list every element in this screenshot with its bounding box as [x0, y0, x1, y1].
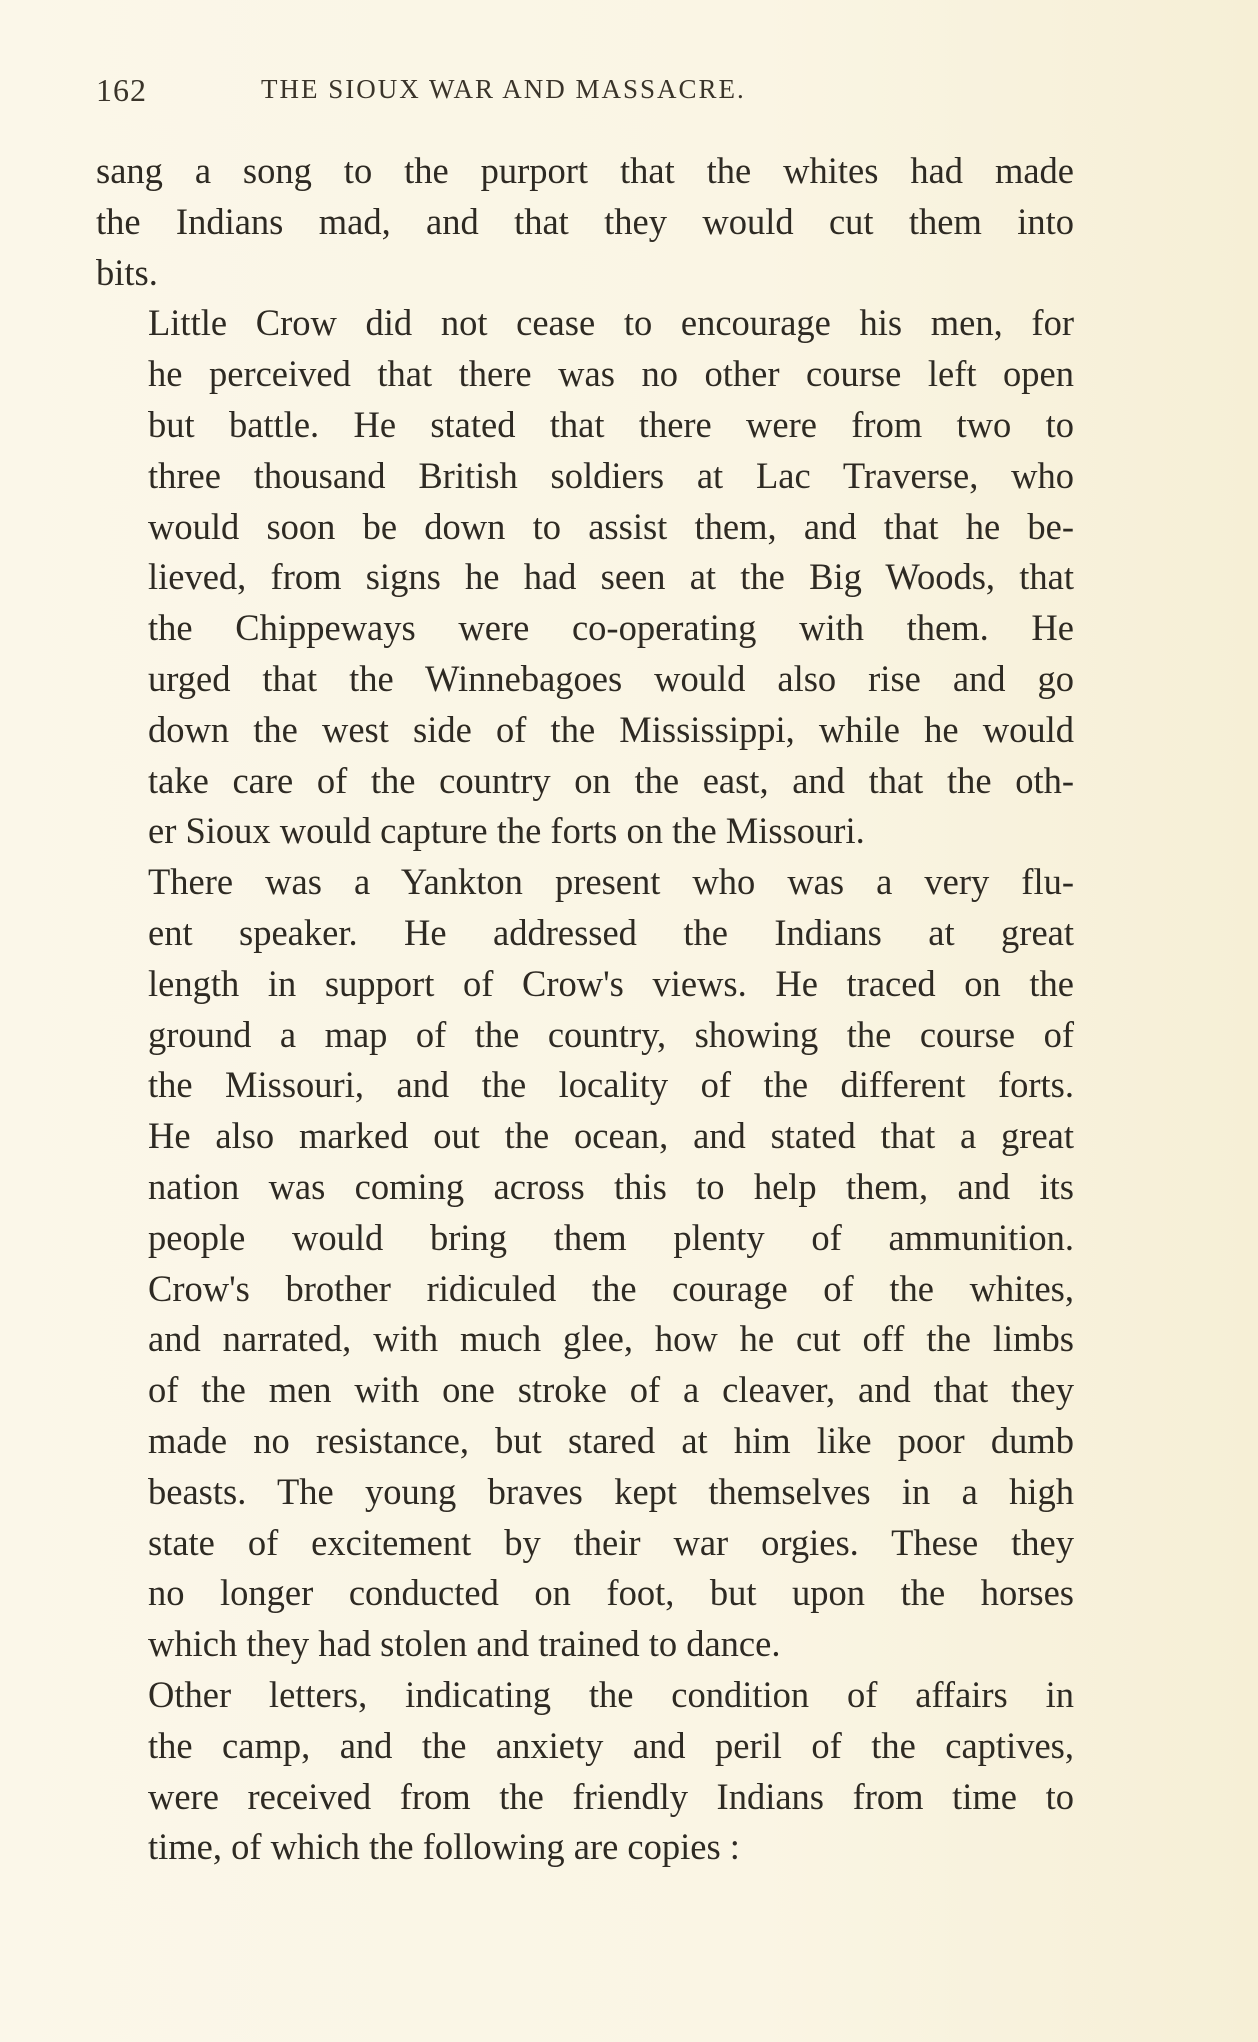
body-text: [96, 146, 1074, 1873]
text-line: the camp, and the anxiety and peril of the captives,: [148, 1724, 1074, 1766]
text-line: beasts. The young braves kept themselves in a high: [148, 1470, 1074, 1512]
text-line: down the west side of the Mississippi, while he would: [148, 708, 1074, 750]
text-line: nation was coming across this to help them, and its: [148, 1165, 1074, 1207]
text-line: Crow's brother ridiculed the courage of the whites,: [148, 1267, 1074, 1309]
text-line: people would bring them plenty of ammunition.: [148, 1216, 1074, 1258]
paragraph: [96, 857, 1074, 1670]
paragraph: [96, 298, 1074, 857]
paragraph: [96, 1670, 1074, 1873]
text-line: the Missouri, and the locality of the different forts.: [148, 1064, 1074, 1106]
text-line: he perceived that there was no other course left open: [148, 353, 1074, 395]
text-line: would soon be down to assist them, and that he be-: [148, 505, 1074, 547]
text-line: There was a Yankton present who was a very flu-: [148, 861, 1074, 903]
text-line: He also marked out the ocean, and stated that a great: [148, 1115, 1074, 1157]
text-line: sang a song to the purport that the whites had made: [96, 150, 1074, 191]
running-title: THE SIOUX WAR AND MASSACRE.: [261, 74, 746, 104]
text-line: which they had stolen and trained to dance.: [148, 1623, 781, 1665]
text-line: of the men with one stroke of a cleaver, and that they: [148, 1369, 1074, 1411]
text-line: length in support of Crow's views. He traced on the: [148, 962, 1074, 1004]
text-line: were received from the friendly Indians from time to: [148, 1775, 1074, 1817]
running-head: [96, 72, 1076, 112]
page-number: 162: [96, 72, 147, 108]
text-line: Little Crow did not cease to encourage his men, for: [148, 302, 1074, 344]
text-line: time, of which the following are copies :: [148, 1826, 740, 1868]
text-line: urged that the Winnebagoes would also rise and go: [148, 657, 1074, 699]
text-line: made no resistance, but stared at him like poor dumb: [148, 1419, 1074, 1461]
text-line: take care of the country on the east, and that the oth-: [148, 759, 1074, 801]
text-line: three thousand British soldiers at Lac Traverse, who: [148, 454, 1074, 496]
text-line: the Indians mad, and that they would cut them into: [96, 200, 1074, 242]
text-line: but battle. He stated that there were from two to: [148, 403, 1074, 445]
text-line: ent speaker. He addressed the Indians at great: [148, 911, 1074, 953]
text-line: er Sioux would capture the forts on the Missouri.: [148, 810, 865, 852]
text-line: Other letters, indicating the condition of affairs in: [148, 1673, 1074, 1715]
text-line: state of excitement by their war orgies. These they: [148, 1521, 1074, 1563]
text-line: bits.: [96, 251, 158, 293]
text-line: lieved, from signs he had seen at the Big Woods, that: [148, 556, 1074, 598]
paragraph: [96, 146, 1074, 298]
text-line: ground a map of the country, showing the course of: [148, 1013, 1074, 1055]
text-line: and narrated, with much glee, how he cut off the limbs: [148, 1318, 1074, 1360]
text-line: no longer conducted on foot, but upon the horses: [148, 1572, 1074, 1614]
text-line: the Chippeways were co-operating with them. He: [148, 607, 1074, 649]
